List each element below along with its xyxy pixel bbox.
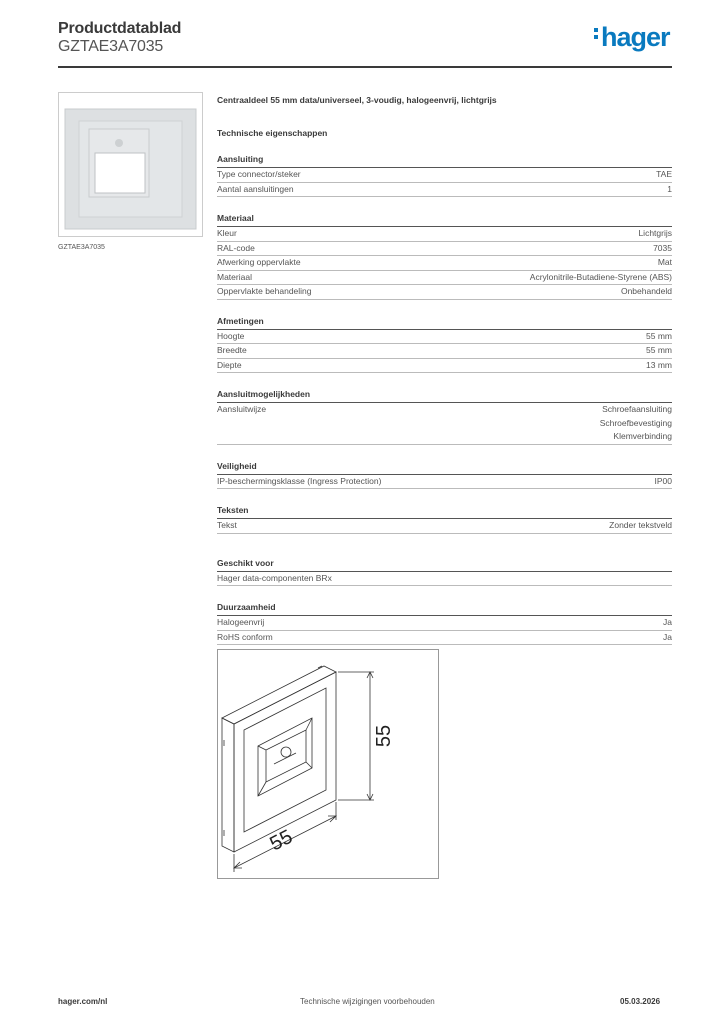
group-teksten bbox=[217, 505, 672, 534]
spec-row bbox=[217, 572, 672, 587]
spec-value: Onbehandeld bbox=[620, 286, 672, 296]
footer-website: hager.com/nl bbox=[58, 997, 108, 1006]
spec-value: 7035 bbox=[653, 242, 672, 253]
group-geschikt-voor bbox=[217, 558, 672, 587]
header-divider bbox=[58, 66, 672, 68]
spec-label: Halogeenvrij bbox=[217, 617, 265, 627]
faceplate-thumbnail-icon bbox=[59, 93, 202, 236]
spec-value: TAE bbox=[656, 169, 672, 179]
group-heading: Materiaal bbox=[217, 213, 672, 227]
spec-row bbox=[217, 227, 672, 242]
spec-label: Aantal aansluitingen bbox=[217, 183, 294, 194]
spec-value: IP00 bbox=[654, 475, 672, 486]
group-materiaal bbox=[217, 213, 672, 300]
spec-row bbox=[217, 285, 672, 300]
spec-row bbox=[217, 242, 672, 257]
spec-label: IP-beschermingsklasse (Ingress Protection) bbox=[217, 475, 382, 486]
spec-row bbox=[217, 271, 672, 286]
height-dimension-label: 55 bbox=[373, 724, 395, 748]
tech-heading: Technische eigenschappen bbox=[217, 128, 328, 138]
spec-value: Ja bbox=[663, 631, 672, 642]
spec-label: Oppervlakte behandeling bbox=[217, 286, 312, 296]
product-title: Centraaldeel 55 mm data/universeel, 3-voudig, halogeenvrij, lichtgrijs bbox=[217, 95, 497, 105]
spec-row bbox=[217, 403, 672, 445]
faceplate-drawing-icon bbox=[218, 650, 438, 878]
spec-row bbox=[217, 359, 672, 374]
hager-logo bbox=[594, 24, 670, 51]
group-heading: Afmetingen bbox=[217, 316, 672, 330]
spec-row bbox=[217, 183, 672, 198]
spec-row bbox=[217, 519, 672, 534]
technical-drawing bbox=[217, 649, 439, 879]
spec-value-list bbox=[600, 403, 672, 444]
logo-dots-icon bbox=[594, 28, 599, 42]
thumbnail-caption: GZTAE3A7035 bbox=[58, 244, 105, 251]
spec-value: 55 mm bbox=[646, 330, 672, 341]
spec-content bbox=[217, 95, 672, 682]
spec-label: Tekst bbox=[217, 520, 237, 530]
spec-row bbox=[217, 631, 672, 646]
spec-label: Hager data-componenten BRx bbox=[217, 572, 332, 583]
group-heading: Duurzaamheid bbox=[217, 602, 672, 616]
spec-row bbox=[217, 344, 672, 359]
footer-date: 05.03.2026 bbox=[620, 997, 661, 1006]
spec-row bbox=[217, 256, 672, 271]
spec-value: 1 bbox=[667, 183, 672, 194]
group-heading: Veiligheid bbox=[217, 461, 672, 475]
spec-label: Diepte bbox=[217, 359, 242, 370]
group-heading: Aansluiting bbox=[217, 154, 672, 168]
spec-label: Kleur bbox=[217, 228, 237, 238]
spec-label: Hoogte bbox=[217, 330, 245, 341]
footer-notice: Technische wijzigingen voorbehouden bbox=[300, 997, 435, 1006]
spec-value: Ja bbox=[663, 617, 672, 627]
spec-label: Afwerking oppervlakte bbox=[217, 257, 301, 267]
group-afmetingen bbox=[217, 316, 672, 374]
product-thumbnail bbox=[58, 92, 203, 237]
group-heading: Teksten bbox=[217, 505, 672, 519]
spec-row bbox=[217, 168, 672, 183]
spec-row bbox=[217, 616, 672, 631]
spec-value: Mat bbox=[657, 257, 672, 267]
spec-value: Schroefbevestiging bbox=[599, 417, 672, 428]
width-dimension-label: 55 bbox=[266, 825, 297, 856]
group-aansluiting bbox=[217, 154, 672, 197]
spec-value: Schroefaansluiting bbox=[602, 404, 672, 414]
page-title: Productdatablad bbox=[58, 20, 182, 37]
spec-value: 55 mm bbox=[646, 345, 672, 355]
group-veiligheid bbox=[217, 461, 672, 490]
spec-label: Aansluitwijze bbox=[217, 404, 267, 414]
group-heading: Geschikt voor bbox=[217, 558, 672, 572]
spec-value: Lichtgrijs bbox=[638, 228, 672, 238]
logo-text: hager bbox=[601, 22, 670, 52]
spec-row bbox=[217, 330, 672, 345]
spec-label: Materiaal bbox=[217, 271, 252, 282]
spec-value: Klemverbinding bbox=[613, 431, 672, 441]
spec-label: RAL-code bbox=[217, 242, 255, 253]
product-code: GZTAE3A7035 bbox=[58, 38, 164, 55]
spec-value: Zonder tekstveld bbox=[609, 520, 672, 530]
spec-label: Type connector/steker bbox=[217, 169, 301, 179]
spec-label: Breedte bbox=[217, 345, 247, 355]
spec-label: RoHS conform bbox=[217, 631, 273, 642]
spec-value: Acrylonitrile-Butadiene-Styrene (ABS) bbox=[529, 271, 672, 282]
group-aansluitmogelijkheden bbox=[217, 389, 672, 445]
spec-row bbox=[217, 475, 672, 490]
group-heading: Aansluitmogelijkheden bbox=[217, 389, 672, 403]
group-duurzaamheid bbox=[217, 602, 672, 645]
spec-value: 13 mm bbox=[646, 359, 672, 370]
